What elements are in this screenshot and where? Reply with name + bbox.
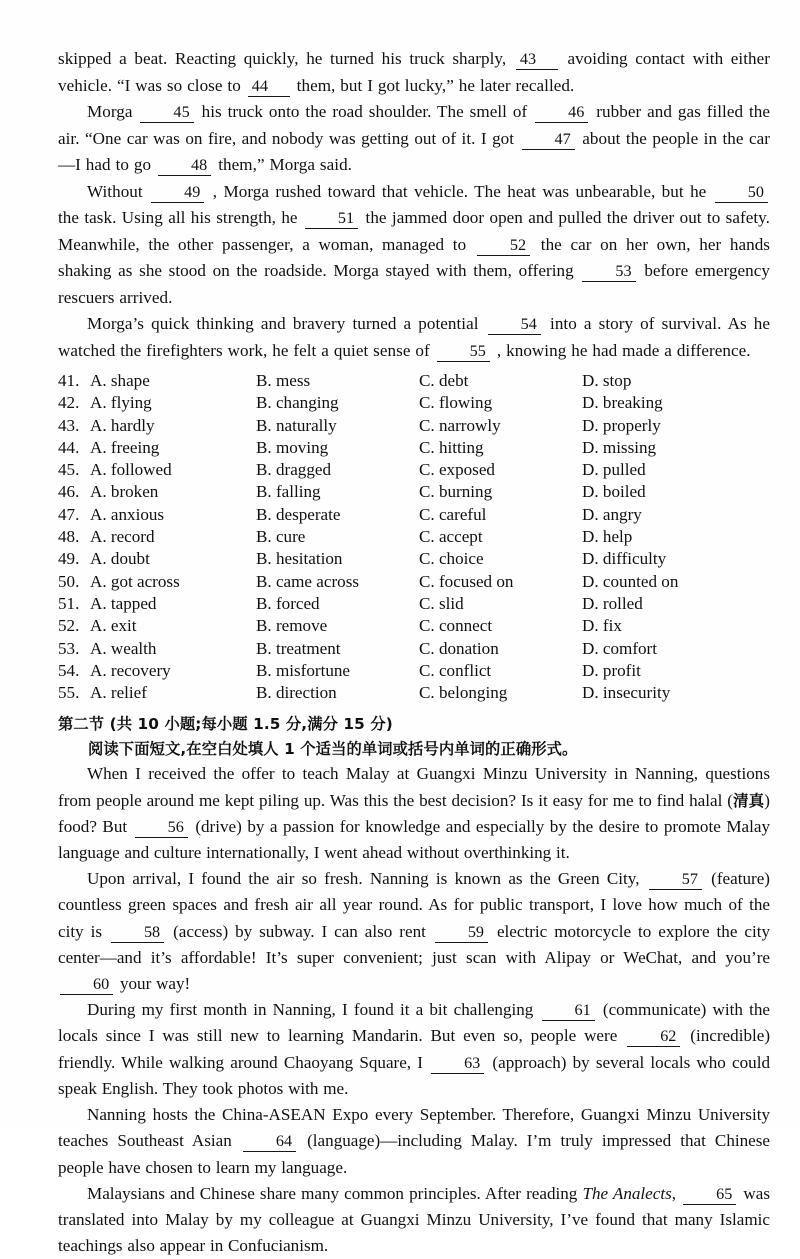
answer-blank-51[interactable]: 51 <box>305 210 358 229</box>
option-D[interactable]: D. angry <box>582 504 642 524</box>
option-B[interactable]: B. direction <box>256 683 337 703</box>
option-C[interactable]: C. hitting <box>419 437 484 457</box>
question-row <box>58 526 770 548</box>
question-number: 54. <box>58 660 80 680</box>
answer-blank-52[interactable]: 52 <box>477 237 530 256</box>
answer-blank-47[interactable]: 47 <box>522 131 575 150</box>
option-B[interactable]: B. remove <box>256 616 328 636</box>
question-row <box>58 682 770 704</box>
option-B[interactable]: B. dragged <box>256 460 332 480</box>
option-D[interactable]: D. difficulty <box>582 549 667 569</box>
option-B[interactable]: B. came across <box>256 571 359 591</box>
option-C[interactable]: C. slid <box>419 593 464 613</box>
option-A[interactable]: A. exit <box>90 616 137 636</box>
option-B[interactable]: B. cure <box>256 527 306 547</box>
option-B[interactable]: B. treatment <box>256 638 341 658</box>
option-A[interactable]: A. freeing <box>90 437 160 457</box>
option-D[interactable]: D. breaking <box>582 393 663 413</box>
answer-blank-65[interactable]: 65 <box>683 1186 736 1205</box>
chinese-gloss: 清真 <box>732 791 765 810</box>
option-D[interactable]: D. boiled <box>582 482 646 502</box>
option-A[interactable]: A. shape <box>90 371 150 390</box>
answer-blank-53[interactable]: 53 <box>582 263 635 282</box>
option-A[interactable]: A. got across <box>90 571 180 591</box>
answer-blank-55[interactable]: 55 <box>437 343 490 362</box>
section-two-instruction: 阅读下面短文,在空白处填人 1 个适当的单词或括号内单词的正确形式。 <box>88 740 578 759</box>
answer-blank-45[interactable]: 45 <box>140 104 193 123</box>
option-A[interactable]: A. flying <box>90 393 152 413</box>
option-C[interactable]: C. flowing <box>419 393 493 413</box>
question-number: 45. <box>58 460 80 480</box>
passage-paragraph: Morga’s quick thinking and bravery turned a potential 54 into a story of survival. As he watched the firefighters work, he felt a quiet sense of 55 , knowing he had made a difference. <box>58 314 770 360</box>
answer-blank-43[interactable]: 43 <box>516 51 558 70</box>
option-A[interactable]: A. doubt <box>90 549 150 569</box>
question-row <box>58 504 770 526</box>
option-B[interactable]: B. falling <box>256 482 321 502</box>
grammar-fill-passage <box>58 761 770 1259</box>
option-B[interactable]: B. naturally <box>256 415 337 435</box>
option-D[interactable]: D. rolled <box>582 593 643 613</box>
answer-blank-48[interactable]: 48 <box>158 157 211 176</box>
answer-blank-60[interactable]: 60 <box>60 976 113 995</box>
multiple-choice-options <box>58 370 770 704</box>
passage-paragraph: During my first month in Nanning, I found it a bit challenging 61 (communicate) with the locals since I was still new to learning Mandarin. But even so, people were 62 (incredible) friendly. While walking around Chaoyang Square, I 63 (approach) by several locals who could speak English. They took photos with me. <box>58 1000 771 1098</box>
question-number: 42. <box>58 393 80 413</box>
answer-blank-62[interactable]: 62 <box>627 1028 680 1047</box>
option-D[interactable]: D. counted on <box>582 571 679 591</box>
option-B[interactable]: B. misfortune <box>256 660 351 680</box>
passage-paragraph: skipped a beat. Reacting quickly, he turned his truck sharply, 43 avoiding contact with either vehicle. “I was so close to 44 them, but I got lucky,” he later recalled. <box>58 49 770 95</box>
answer-blank-46[interactable]: 46 <box>535 104 588 123</box>
question-number: 50. <box>58 571 80 591</box>
passage-paragraph: Upon arrival, I found the air so fresh. Nanning is known as the Green City, 57 (feature) countless green spaces and fresh air all year round. As for public transport, I love how much of the city is 58 (access) by subway. I can also rent 59 electric motorcycle to explore the city center—and it’s affordable! It’s super convenient; just scan with Alipay or WeChat, and you’re 60 your way! <box>58 869 770 994</box>
answer-blank-49[interactable]: 49 <box>151 184 204 203</box>
passage-paragraph: Nanning hosts the China-ASEAN Expo every September. Therefore, Guangxi Minzu University teaches Southeast Asian 64 (language)—including Malay. I’m truly impressed that Chinese people have chosen to learn my language. <box>58 1105 770 1177</box>
question-row <box>58 548 770 570</box>
option-A[interactable]: A. hardly <box>90 415 155 435</box>
question-number: 55. <box>58 683 80 703</box>
option-C[interactable]: C. burning <box>419 482 493 502</box>
answer-blank-57[interactable]: 57 <box>649 871 702 890</box>
cloze-passage <box>58 46 770 364</box>
question-number: 49. <box>58 549 80 569</box>
option-C[interactable]: C. debt <box>419 371 469 390</box>
option-D[interactable]: D. comfort <box>582 638 658 658</box>
book-title: The Analects <box>582 1183 672 1203</box>
option-D[interactable]: D. properly <box>582 415 661 435</box>
question-row <box>58 437 770 459</box>
passage-paragraph: Without 49 , Morga rushed toward that vehicle. The heat was unbearable, but he 50 the task. Using all his strength, he 51 the jammed door open and pulled the driver out to safety. Meanwhile, the other passenger, a woman, managed to 52 the car on her own, her hands shaking as she stood on the roadside. Morga stayed with them, offering 53 before emergency rescuers arrived. <box>58 181 771 307</box>
passage-paragraph: Morga 45 his truck onto the road shoulder. The smell of 46 rubber and gas filled the air. “One car was on fire, and nobody was getting out of it. I got 47 about the people in the car—I had to go 48 them,” Morga said. <box>58 102 771 174</box>
option-D[interactable]: D. fix <box>582 616 622 636</box>
answer-blank-61[interactable]: 61 <box>542 1002 595 1021</box>
question-number: 51. <box>58 593 80 613</box>
option-A[interactable]: A. recovery <box>90 660 171 680</box>
question-row <box>58 571 770 593</box>
answer-blank-58[interactable]: 58 <box>111 924 164 943</box>
option-C[interactable]: C. accept <box>419 527 483 547</box>
question-number: 48. <box>58 527 80 547</box>
option-D[interactable]: D. stop <box>582 371 632 390</box>
question-number: 47. <box>58 504 80 524</box>
question-number: 46. <box>58 482 80 502</box>
question-number: 44. <box>58 437 80 457</box>
option-A[interactable]: A. record <box>90 527 155 547</box>
option-A[interactable]: A. tapped <box>90 593 157 613</box>
option-C[interactable]: C. narrowly <box>419 415 501 435</box>
option-D[interactable]: D. pulled <box>582 460 646 480</box>
question-number: 43. <box>58 415 80 435</box>
option-A[interactable]: A. relief <box>90 683 147 703</box>
question-row <box>58 660 770 682</box>
question-number: 53. <box>58 638 80 658</box>
section-two-heading: 第二节 (共 10 小题;每小题 1.5 分,满分 15 分) <box>58 715 393 734</box>
question-number: 52. <box>58 616 80 636</box>
option-A[interactable]: A. broken <box>90 482 159 502</box>
passage-paragraph: When I received the offer to teach Malay at Guangxi Minzu University in Nanning, questions from people around me kept piling up. Was this the best decision? Is it easy for me to find halal (清真) food? But 56 (drive) by a passion for knowledge and especially by the desire to promote Malay language and culture internationally, I went ahead without overthinking it. <box>58 764 770 863</box>
question-row <box>58 370 770 392</box>
question-row <box>58 481 770 503</box>
answer-blank-63[interactable]: 63 <box>431 1055 484 1074</box>
option-C[interactable]: C. careful <box>419 504 487 524</box>
option-D[interactable]: D. insecurity <box>582 683 671 703</box>
option-D[interactable]: D. profit <box>582 660 641 680</box>
answer-blank-54[interactable]: 54 <box>488 316 541 335</box>
option-D[interactable]: D. help <box>582 527 633 547</box>
page-content <box>58 46 770 1259</box>
option-C[interactable]: C. connect <box>419 616 493 636</box>
option-C[interactable]: C. exposed <box>419 460 495 480</box>
option-C[interactable]: C. conflict <box>419 660 492 680</box>
option-C[interactable]: C. choice <box>419 549 484 569</box>
option-A[interactable]: A. followed <box>90 460 172 480</box>
option-C[interactable]: C. belonging <box>419 683 508 703</box>
question-row <box>58 415 770 437</box>
option-A[interactable]: A. wealth <box>90 638 157 658</box>
option-D[interactable]: D. missing <box>582 437 657 457</box>
option-C[interactable]: C. focused on <box>419 571 514 591</box>
question-row <box>58 638 770 660</box>
option-B[interactable]: B. moving <box>256 437 329 457</box>
option-B[interactable]: B. hesitation <box>256 549 343 569</box>
question-row <box>58 392 770 414</box>
question-row <box>58 615 770 637</box>
option-B[interactable]: B. desperate <box>256 504 341 524</box>
option-B[interactable]: B. mess <box>256 371 311 390</box>
question-row <box>58 593 770 615</box>
question-row <box>58 459 770 481</box>
question-number: 41. <box>58 371 80 390</box>
answer-blank-50[interactable]: 50 <box>715 184 768 203</box>
answer-blank-59[interactable]: 59 <box>435 924 488 943</box>
answer-blank-64[interactable]: 64 <box>243 1133 296 1152</box>
option-B[interactable]: B. changing <box>256 393 339 413</box>
answer-blank-56[interactable]: 56 <box>135 819 188 838</box>
option-B[interactable]: B. forced <box>256 593 320 613</box>
option-A[interactable]: A. anxious <box>90 504 165 524</box>
answer-blank-44[interactable]: 44 <box>248 78 290 97</box>
option-C[interactable]: C. donation <box>419 638 499 658</box>
passage-paragraph: Malaysians and Chinese share many common principles. After reading The Analects, 65 was translated into Malay by my colleague at Guangxi Minzu University, I’ve found that many Islamic teachings also appear in Confucianism. <box>58 1183 770 1256</box>
